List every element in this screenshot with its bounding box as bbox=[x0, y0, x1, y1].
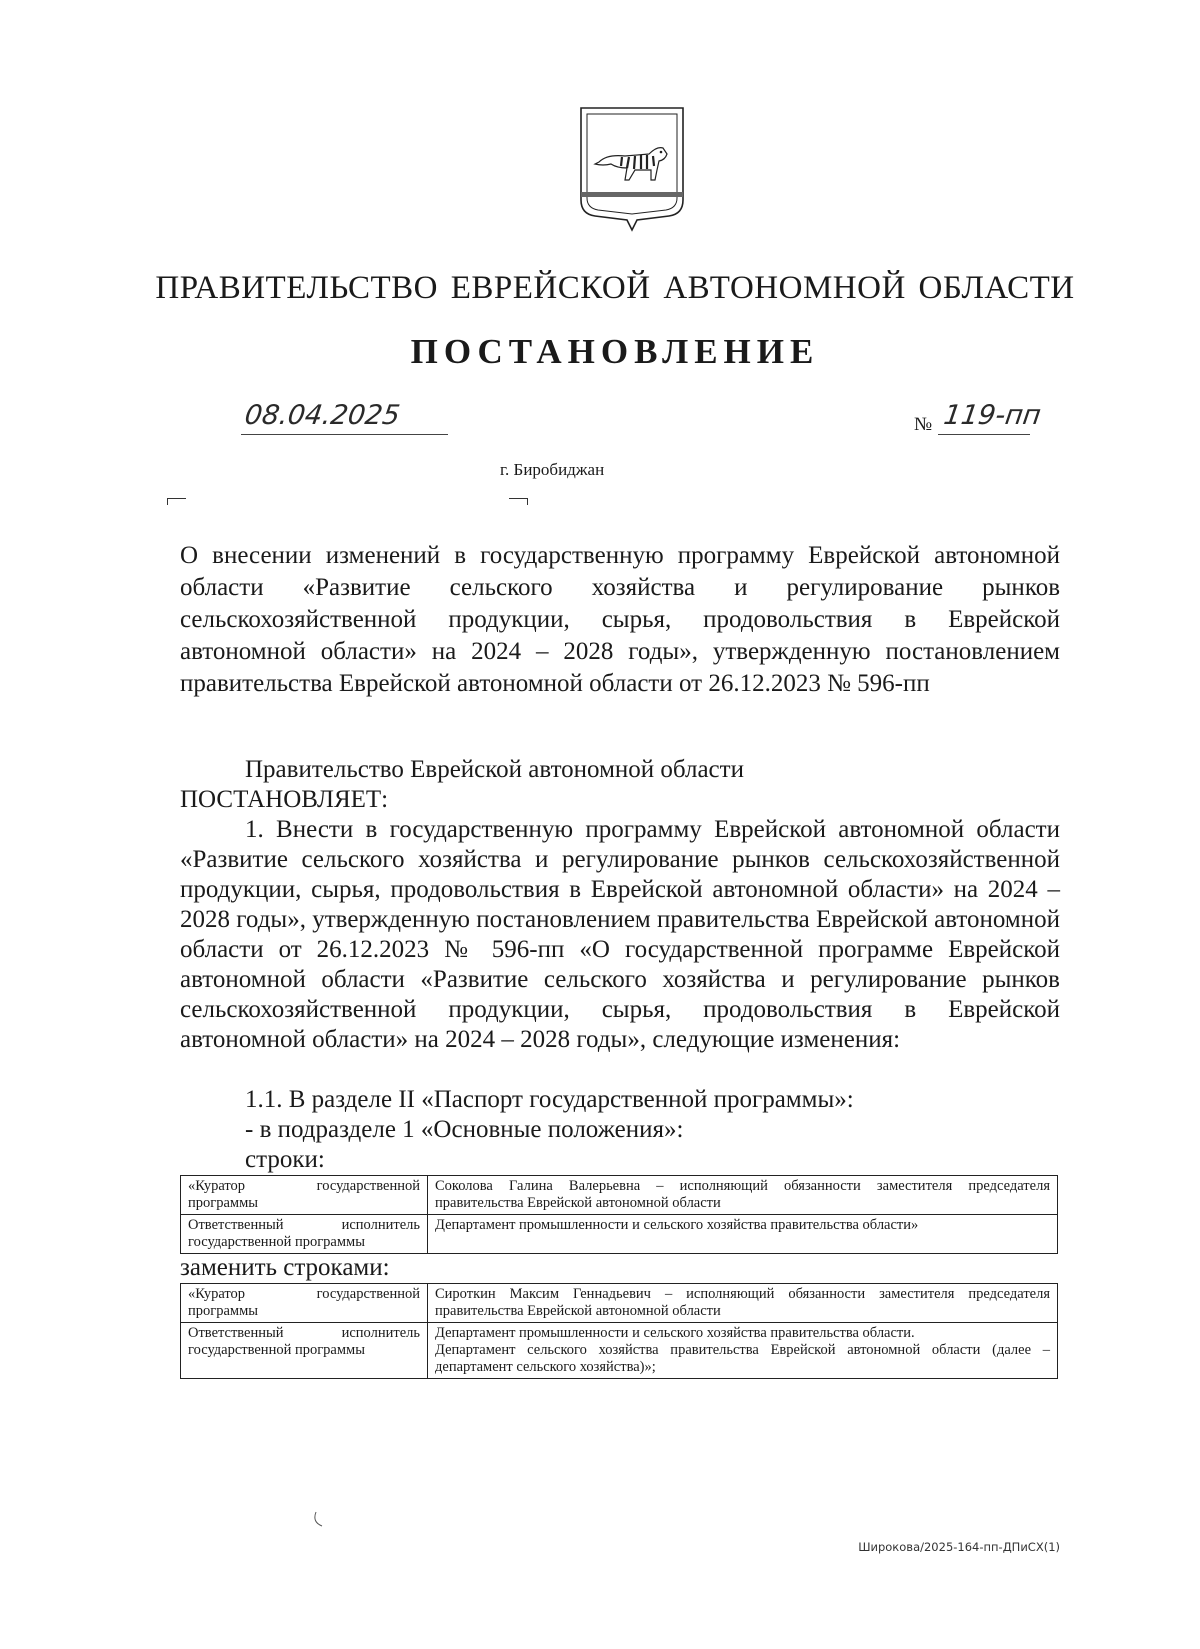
number-underline bbox=[938, 434, 1030, 435]
city: г. Биробиджан bbox=[500, 460, 605, 479]
row-label: «Куратор государственной программы bbox=[181, 1176, 428, 1215]
government-name: Правительство Еврейской автономной области bbox=[245, 756, 744, 783]
document-date: 08.04.2025 bbox=[242, 400, 402, 431]
row-value: Соколова Галина Валерьевна – исполняющий обязанности заместителя председателя правительства Еврейской автономной области bbox=[428, 1176, 1058, 1215]
decree-word: ПОСТАНОВЛЯЕТ: bbox=[180, 786, 389, 813]
row-label: «Куратор государственной программы bbox=[181, 1284, 428, 1323]
table-row bbox=[181, 1284, 1058, 1323]
title-corner-left bbox=[167, 498, 186, 505]
subsection-line: - в подразделе 1 «Основные положения»: bbox=[245, 1116, 684, 1143]
row-label: Ответственный исполнитель государственной программы bbox=[181, 1323, 428, 1379]
document-code: Широкова/2025-164-пп-ДПиСХ(1) bbox=[858, 1540, 1060, 1554]
old-rows-table bbox=[180, 1175, 1058, 1254]
title-corner-right bbox=[509, 498, 528, 505]
row-value bbox=[428, 1323, 1058, 1379]
table-row bbox=[181, 1176, 1058, 1215]
new-rows-table bbox=[180, 1283, 1058, 1379]
date-underline bbox=[241, 434, 448, 435]
row-value-line: Департамент сельского хозяйства правительства Еврейской автономной области (далее – департамент сельского хозяйства)»; bbox=[435, 1342, 1050, 1375]
number-sign: № bbox=[914, 414, 933, 435]
rows-label: строки: bbox=[245, 1146, 325, 1173]
issuing-authority: ПРАВИТЕЛЬСТВО ЕВРЕЙСКОЙ АВТОНОМНОЙ ОБЛАСТИ bbox=[155, 270, 1075, 306]
table-row bbox=[181, 1215, 1058, 1254]
row-value-line: Департамент промышленности и сельского хозяйства правительства области. bbox=[435, 1325, 915, 1341]
row-value: Департамент промышленности и сельского хозяйства правительства области» bbox=[428, 1215, 1058, 1254]
row-value: Сироткин Максим Геннадьевич – исполняющий обязанности заместителя председателя правительства Еврейской автономной области bbox=[428, 1284, 1058, 1323]
coat-of-arms-emblem bbox=[577, 104, 687, 234]
replace-label: заменить строками: bbox=[180, 1254, 390, 1281]
table-row bbox=[181, 1323, 1058, 1379]
document-title: О внесении изменений в государственную программу Еврейской автономной области «Развитие сельского хозяйства и регулирование рынков сельскохозяйственной продукции, сырья, продовольствия в Еврейской автономной области» на 2024 – 2028 годы», утвержденную постановлением правительства Еврейской автономной области от 26.12.2023 № 596-пп bbox=[180, 542, 1060, 697]
tiger-icon bbox=[595, 148, 667, 180]
paragraph-item-1: 1. Внести в государственную программу Еврейской автономной области «Развитие сельского хозяйства и регулирование рынков сельскохозяйственной продукции, сырья, продовольствия в Еврейской автономной области» на 2024 – 2028 годы», утвержденную постановлением правительства Еврейской автономной области от 26.12.2023 № 596-пп «О государственной программе Еврейской автономной области «Развитие сельского хозяйства и регулирование рынков сельскохозяйственной продукции, сырья, продовольствия в Еврейской автономной области» на 2024 – 2028 годы», следующие изменения: bbox=[180, 816, 1060, 1053]
document-type: ПОСТАНОВЛЕНИЕ bbox=[410, 332, 820, 371]
row-label: Ответственный исполнитель государственной программы bbox=[181, 1215, 428, 1254]
document-number: 119-пп bbox=[941, 400, 1043, 431]
stray-pen-mark bbox=[310, 1510, 330, 1530]
paragraph-item-1-1: 1.1. В разделе II «Паспорт государственной программы»: bbox=[245, 1086, 854, 1113]
